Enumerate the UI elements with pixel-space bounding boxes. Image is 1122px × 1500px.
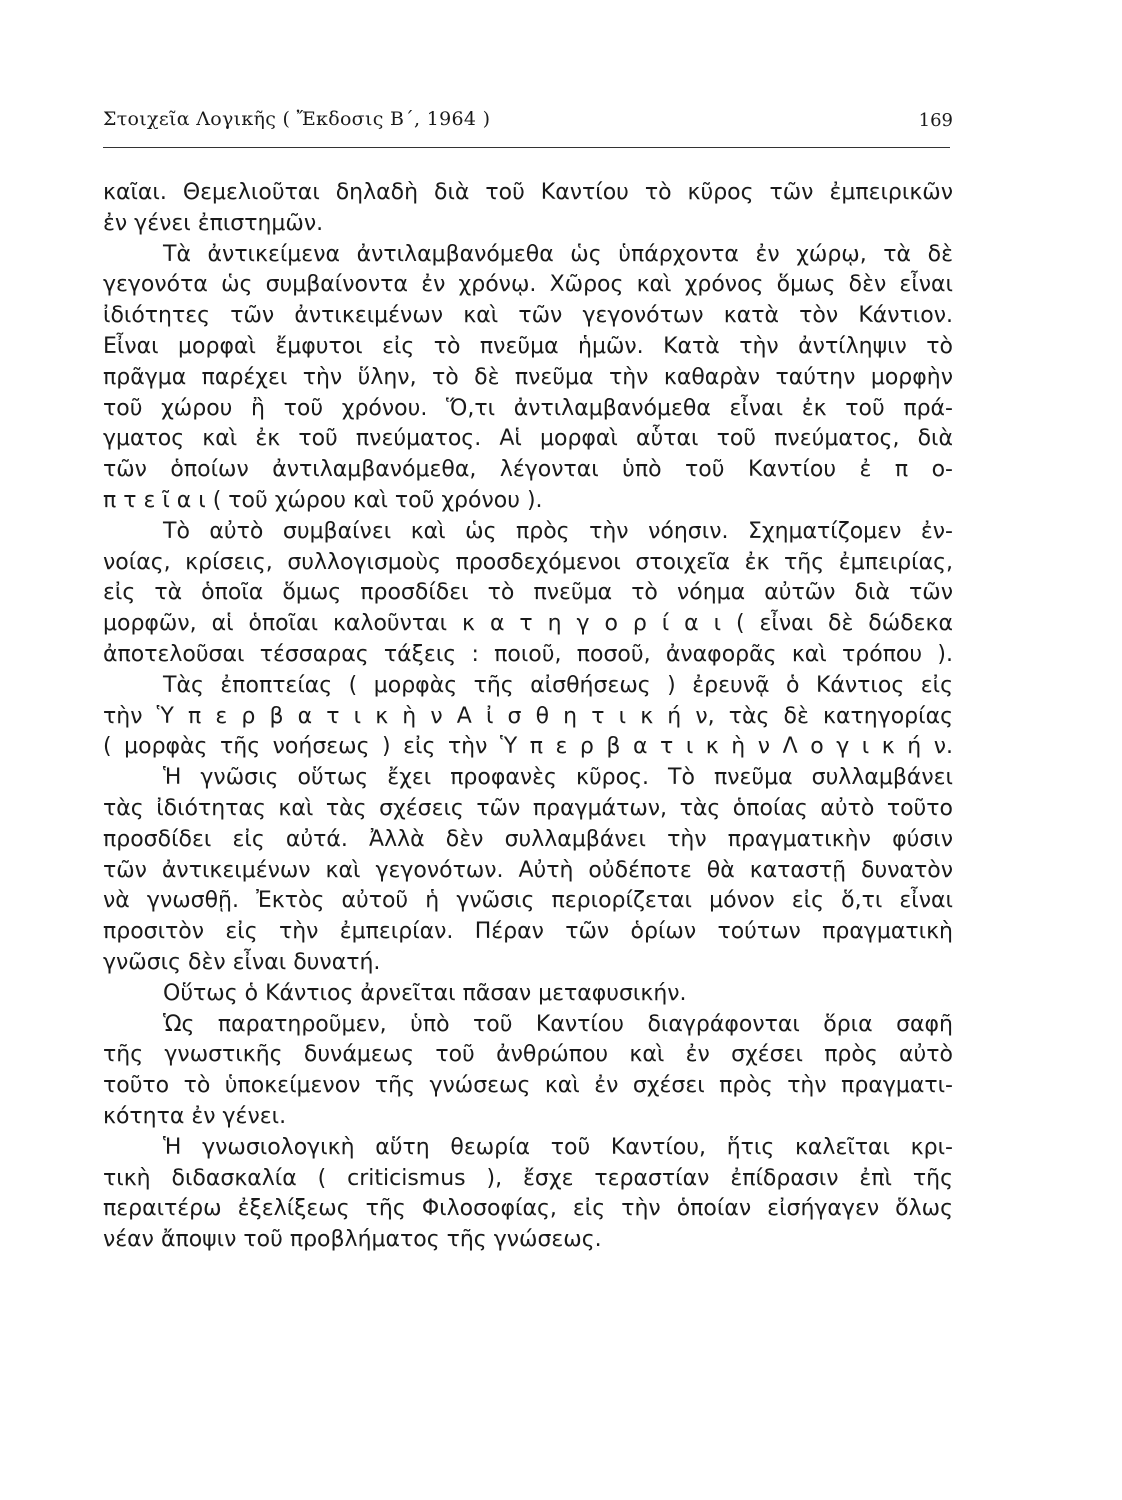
text-line: πρᾶγμα παρέχει τὴν ὕλην, τὸ δὲ πνεῦμα τὴν καθαρὰν ταύτην μορφὴν: [103, 364, 953, 390]
running-title: Στοιχεῖα Λογικῆς ( Ἔκδοσις Β΄, 1964 ): [103, 108, 491, 130]
text-line: Τὸ αὐτὸ συμβαίνει καὶ ὡς πρὸς τὴν νόησιν. Σχηματίζομεν ἐν-: [163, 518, 953, 544]
text-line: τοῦ χώρου ἢ τοῦ χρόνου. Ὅ,τι ἀντιλαμβανόμεθα εἶναι ἐκ τοῦ πρά-: [103, 395, 953, 421]
text-line: ( μορφὰς τῆς νοήσεως ) εἰς τὴν Ὑ π ε ρ β α τ ι κ ὴ ν Λ ο γ ι κ ή ν.: [103, 734, 953, 760]
text-line: τὰς ἰδιότητας καὶ τὰς σχέσεις τῶν πραγμάτων, τὰς ὁποίας αὐτὸ τοῦτο: [103, 795, 953, 821]
text-line: εἰς τὰ ὁποῖα ὅμως προσδίδει τὸ πνεῦμα τὸ νόημα αὐτῶν διὰ τῶν: [103, 580, 953, 606]
text-line: τῆς γνωστικῆς δυνάμεως τοῦ ἀνθρώπου καὶ ἐν σχέσει πρὸς αὐτὸ: [103, 1042, 953, 1068]
page-number: 169: [918, 110, 953, 131]
text-line: γματος καὶ ἐκ τοῦ πνεύματος. Αἱ μορφαὶ αὗται τοῦ πνεύματος, διὰ: [103, 426, 953, 452]
text-line: τὴν Ὑ π ε ρ β α τ ι κ ὴ ν Α ἰ σ θ η τ ι κ ή ν, τὰς δὲ κατηγορίας: [103, 703, 953, 729]
text-line: μορφῶν, αἱ ὁποῖαι καλοῦνται κ α τ η γ ο ρ ί α ι ( εἶναι δὲ δώδεκα: [103, 611, 953, 637]
text-line: τοῦτο τὸ ὑποκείμενον τῆς γνώσεως καὶ ἐν σχέσει πρὸς τὴν πραγματι-: [103, 1073, 953, 1099]
header-rule: [103, 147, 950, 148]
body-text: [103, 178, 953, 1256]
text-line: νέαν ἄποψιν τοῦ προβλήματος τῆς γνώσεως.: [103, 1227, 602, 1253]
text-line: Ὡς παρατηροῦμεν, ὑπὸ τοῦ Καντίου διαγράφονται ὅρια σαφῆ: [163, 1011, 953, 1037]
text-line: ἰδιότητες τῶν ἀντικειμένων καὶ τῶν γεγονότων κατὰ τὸν Κάντιον.: [103, 303, 953, 329]
text-line: νὰ γνωσθῇ. Ἐκτὸς αὐτοῦ ἡ γνῶσις περιορίζεται μόνον εἰς ὅ,τι εἶναι: [103, 888, 953, 914]
text-line: περαιτέρω ἐξελίξεως τῆς Φιλοσοφίας, εἰς τὴν ὁποίαν εἰσήγαγεν ὅλως: [103, 1196, 953, 1222]
text-line: γεγονότα ὡς συμβαίνοντα ἐν χρόνῳ. Χῶρος καὶ χρόνος ὅμως δὲν εἶναι: [103, 272, 953, 298]
text-line: κότητα ἐν γένει.: [103, 1103, 287, 1129]
text-line: Εἶναι μορφαὶ ἔμφυτοι εἰς τὸ πνεῦμα ἡμῶν. Κατὰ τὴν ἀντίληψιν τὸ: [103, 333, 953, 359]
text-line: Τὰ ἀντικείμενα ἀντιλαμβανόμεθα ὡς ὑπάρχοντα ἐν χώρῳ, τὰ δὲ: [163, 241, 953, 267]
text-line: τῶν ἀντικειμένων καὶ γεγονότων. Αὐτὴ οὐδέποτε θὰ καταστῇ δυνατὸν: [103, 857, 953, 883]
text-line: ἀποτελοῦσαι τέσσαρας τάξεις : ποιοῦ, ποσοῦ, ἀναφορᾶς καὶ τρόπου ).: [103, 641, 953, 667]
text-line: ἐν γένει ἐπιστημῶν.: [103, 210, 324, 236]
running-head: [103, 108, 953, 138]
text-line: Τὰς ἐποπτείας ( μορφὰς τῆς αἰσθήσεως ) ἐρευνᾷ ὁ Κάντιος εἰς: [163, 672, 953, 698]
text-line: Οὕτως ὁ Κάντιος ἀρνεῖται πᾶσαν μεταφυσικήν.: [163, 980, 687, 1006]
text-line: προσδίδει εἰς αὐτά. Ἀλλὰ δὲν συλλαμβάνει τὴν πραγματικὴν φύσιν: [103, 826, 953, 852]
text-line: προσιτὸν εἰς τὴν ἐμπειρίαν. Πέραν τῶν ὁρίων τούτων πραγματικὴ: [103, 919, 953, 945]
text-line: π τ ε ῖ α ι ( τοῦ χώρου καὶ τοῦ χρόνου ).: [103, 487, 543, 513]
text-line: καῖαι. Θεμελιοῦται δηλαδὴ διὰ τοῦ Καντίου τὸ κῦρος τῶν ἐμπειρικῶν: [103, 180, 953, 205]
text-line: Ἡ γνωσιολογικὴ αὕτη θεωρία τοῦ Καντίου, ἥτις καλεῖται κρι-: [163, 1134, 953, 1160]
text-line: Ἡ γνῶσις οὕτως ἔχει προφανὲς κῦρος. Τὸ πνεῦμα συλλαμβάνει: [163, 765, 953, 791]
text-line: τῶν ὁποίων ἀντιλαμβανόμεθα, λέγονται ὑπὸ τοῦ Καντίου ἐ π ο-: [103, 457, 953, 483]
text-line: νοίας, κρίσεις, συλλογισμοὺς προσδεχόμενοι στοιχεῖα ἐκ τῆς ἐμπειρίας,: [103, 549, 953, 575]
text-line: τικὴ διδασκαλία ( criticismus ), ἔσχε τεραστίαν ἐπίδρασιν ἐπὶ τῆς: [103, 1165, 953, 1191]
text-line: γνῶσις δὲν εἶναι δυνατή.: [103, 949, 381, 975]
